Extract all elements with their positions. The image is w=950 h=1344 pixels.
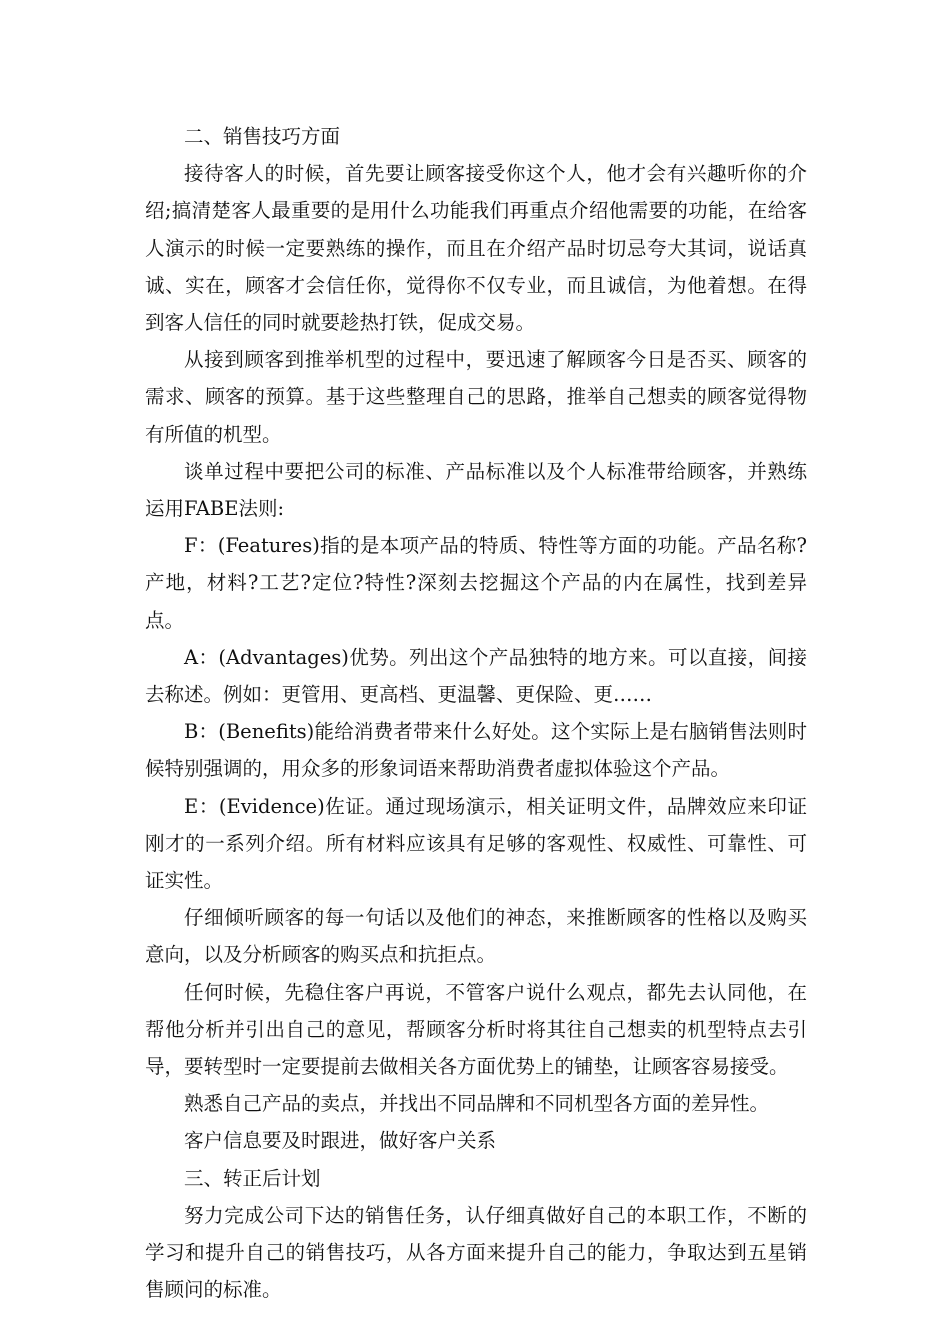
section-heading-sales-skills: 二、销售技巧方面 [184,125,341,148]
paragraph-fabe-intro: 谈单过程中要把公司的标准、产品标准以及个人标准带给顾客，并熟练运用FABE法则: [145,459,807,521]
paragraph-fabe-features: F：(Features)指的是本项产品的特质、特性等方面的功能。产品名称?产地，材料?工艺?定位?特性?深刻去挖掘这个产品的内在属性，找到差异点。 [145,534,807,632]
paragraph-recommending-models: 从接到顾客到推举机型的过程中，要迅速了解顾客今日是否买、顾客的需求、顾客的预算。基于这些整理自己的思路，推举自己想卖的顾客觉得物有所值的机型。 [145,348,807,446]
paragraph-listening: 仔细倾听顾客的每一句话以及他们的神态，来推断顾客的性格以及购买意向，以及分析顾客的购买点和抗拒点。 [145,906,807,967]
paragraph-stabilize-customer: 任何时候，先稳住客户再说，不管客户说什么观点，都先去认同他，在帮他分析并引出自己的意见，帮顾客分析时将其往自己想卖的机型特点去引导，要转型时一定要提前去做相关各方面优势上的铺垫，让顾客容易接受。 [145,980,807,1079]
paragraph-receiving-customers: 接待客人的时候，首先要让顾客接受你这个人，他才会有兴趣听你的介绍;搞清楚客人最重要的是用什么功能我们再重点介绍他需要的功能，在给客人演示的时候一定要熟练的操作，而且在介绍产品时切忌夸大其词，说话真诚、实在，顾客才会信任你，觉得你不仅专业，而且诚信，为他着想。在得到客人信任的同时就要趁热打铁，促成交易。 [145,162,807,335]
paragraph-plan: 努力完成公司下达的销售任务，认仔细真做好自己的本职工作，不断的学习和提升自己的销售技巧，从各方面来提升自己的能力，争取达到五星销售顾问的标准。 [145,1203,807,1302]
paragraph-fabe-advantages: A：(Advantages)优势。列出这个产品独特的地方来。可以直接，间接去称述。例如：更管用、更高档、更温馨、更保险、更…… [145,645,807,707]
paragraph-product-selling-points: 熟悉自己产品的卖点，并找出不同品牌和不同机型各方面的差异性。 [184,1092,770,1116]
section-heading-post-probation-plan: 三、转正后计划 [184,1166,321,1190]
paragraph-fabe-evidence: E：(Evidence)佐证。通过现场演示，相关证明文件，品牌效应来印证刚才的一系列介绍。所有材料应该具有足够的客观性、权威性、可靠性、可证实性。 [145,794,807,893]
paragraph-customer-followup: 客户信息要及时跟进，做好客户关系 [184,1129,497,1153]
paragraph-fabe-benefits: B：(Benefits)能给消费者带来什么好处。这个实际上是右脑销售法则时候特别强调的，用众多的形象词语来帮助消费者虚拟体验这个产品。 [145,720,807,781]
document-body [145,118,807,1309]
